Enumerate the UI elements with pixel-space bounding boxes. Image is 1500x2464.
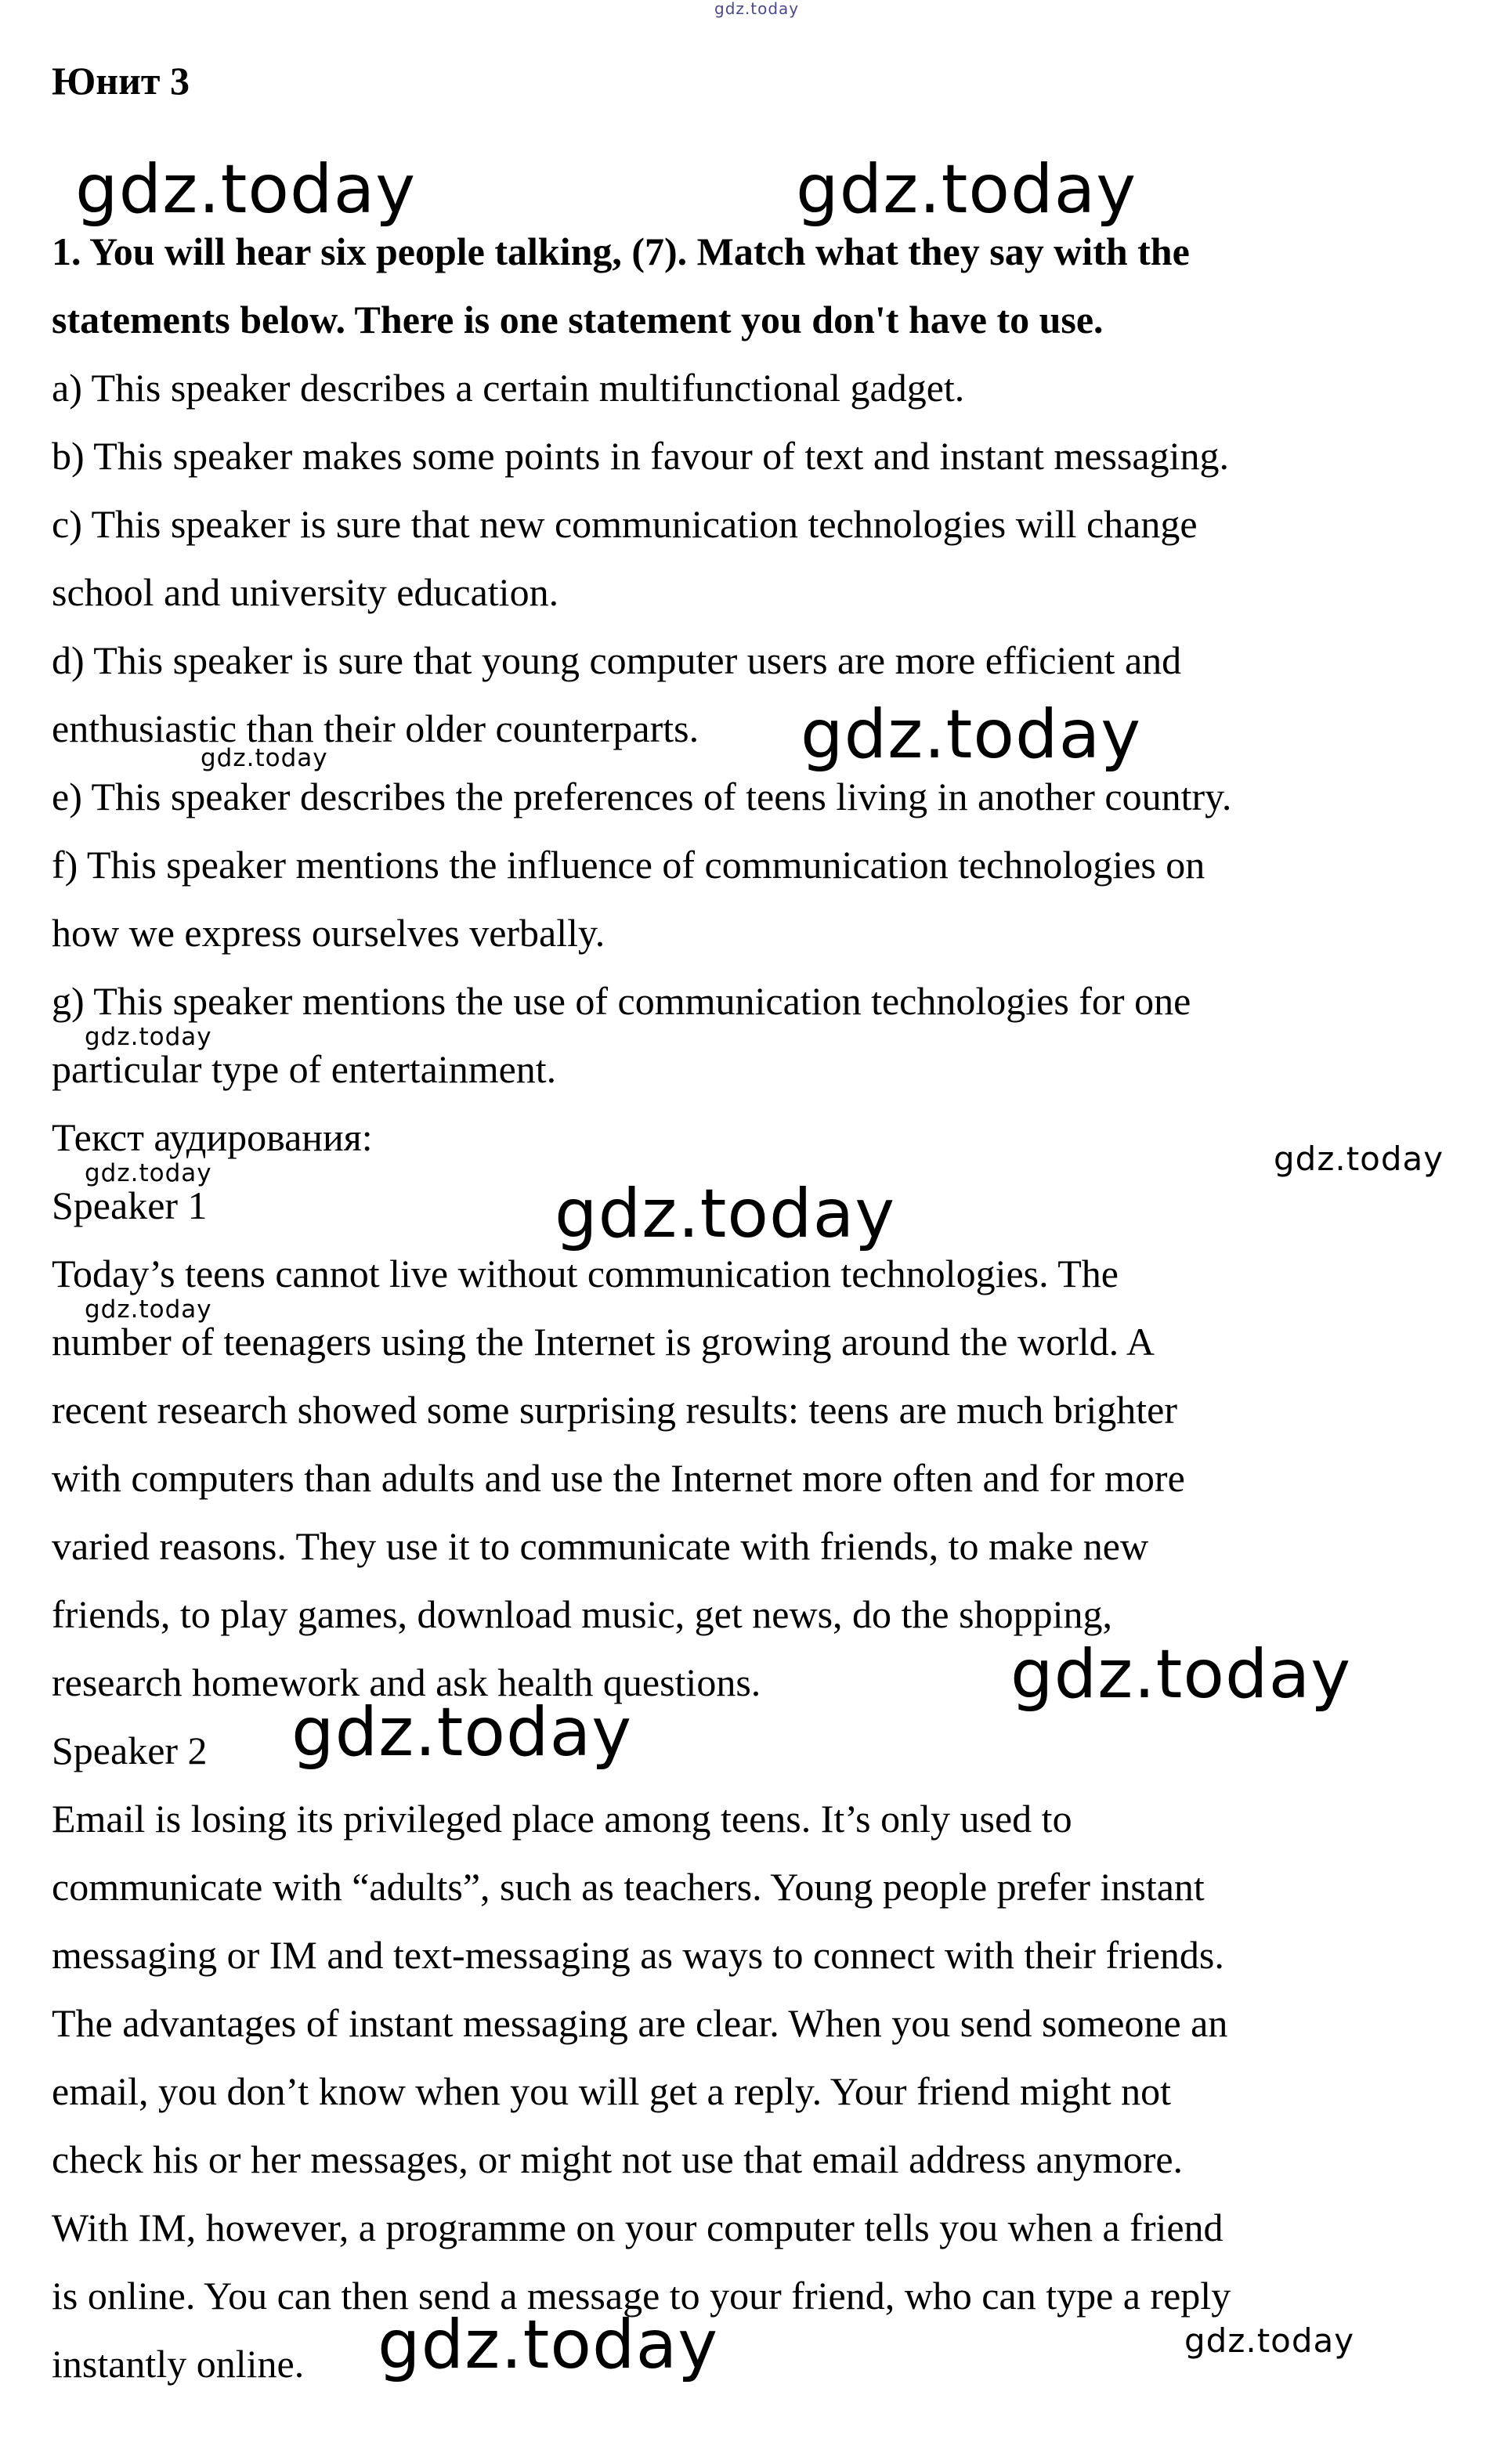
watermark: gdz.today	[1274, 1140, 1444, 1178]
watermark: gdz.today	[555, 1175, 896, 1253]
transcript-line: friends, to play games, download music, get news, do the shopping,	[52, 1592, 1112, 1636]
speaker-label: Speaker 1	[52, 1183, 208, 1227]
transcript-line: email, you don’t know when you will get a reply. Your friend might not	[52, 2069, 1172, 2113]
transcript-line: is online. You can then send a message to your friend, who can type a reply	[52, 2274, 1231, 2318]
statement-line: d) This speaker is sure that young computer users are more efficient and	[52, 638, 1182, 682]
statement-line: a) This speaker describes a certain multifunctional gadget.	[52, 366, 965, 410]
statement-line: e) This speaker describes the preferences of teens living in another country.	[52, 775, 1232, 818]
statement-line: school and university education.	[52, 570, 559, 614]
transcript-line: Today’s teens cannot live without communication technologies. The	[52, 1252, 1119, 1295]
watermark: gdz.today	[291, 1693, 633, 1772]
watermark: gdz.today	[85, 1295, 212, 1324]
watermark: gdz.today	[801, 695, 1142, 774]
watermark: gdz.today	[201, 744, 328, 772]
statement-line: g) This speaker mentions the use of communication technologies for one	[52, 979, 1191, 1023]
statement-line: enthusiastic than their older counterparts.	[52, 706, 699, 750]
statement-line: how we express ourselves verbally.	[52, 911, 605, 955]
speaker-label: Speaker 2	[52, 1729, 208, 1772]
transcript-line: Email is losing its privileged place among teens. It’s only used to	[52, 1797, 1072, 1841]
statement-line: b) This speaker makes some points in favour of text and instant messaging.	[52, 434, 1229, 478]
statement-line: c) This speaker is sure that new communication technologies will change	[52, 502, 1198, 546]
watermark: gdz.today	[75, 150, 417, 229]
transcript-heading: Текст аудирования:	[52, 1115, 373, 1159]
transcript-line: research homework and ask health questions.	[52, 1660, 761, 1704]
transcript-line: With IM, however, a programme on your computer tells you when a friend	[52, 2206, 1223, 2249]
watermark: gdz.today	[85, 1023, 212, 1051]
transcript-line: check his or her messages, or might not use that email address anymore.	[52, 2137, 1184, 2181]
transcript-line: recent research showed some surprising results: teens are much brighter	[52, 1388, 1178, 1432]
statement-line: f) This speaker mentions the influence of communication technologies on	[52, 843, 1205, 887]
transcript-line: messaging or IM and text-messaging as ways to connect with their friends.	[52, 1933, 1224, 1977]
transcript-line: with computers than adults and use the Internet more often and for more	[52, 1456, 1185, 1500]
watermark: gdz.today	[1184, 2321, 1355, 2360]
transcript-line: number of teenagers using the Internet is growing around the world. A	[52, 1320, 1155, 1364]
watermark: gdz.today	[714, 0, 800, 18]
transcript-line: varied reasons. They use it to communicate with friends, to make new	[52, 1524, 1149, 1568]
transcript-line: communicate with “adults”, such as teachers. Young people prefer instant	[52, 1865, 1205, 1909]
instruction-line: 1. You will hear six people talking, (7). Match what they say with the	[52, 229, 1190, 273]
transcript-line: The advantages of instant messaging are clear. When you send someone an	[52, 2001, 1228, 2045]
unit-title: Юнит 3	[52, 59, 190, 103]
statement-line: particular type of entertainment.	[52, 1047, 557, 1091]
watermark: gdz.today	[1010, 1635, 1352, 1714]
watermark: gdz.today	[796, 150, 1137, 229]
watermark: gdz.today	[378, 2306, 719, 2384]
instruction-line: statements below. There is one statement you don't have to use.	[52, 298, 1104, 341]
watermark: gdz.today	[85, 1159, 212, 1187]
transcript-line: instantly online.	[52, 2342, 305, 2386]
